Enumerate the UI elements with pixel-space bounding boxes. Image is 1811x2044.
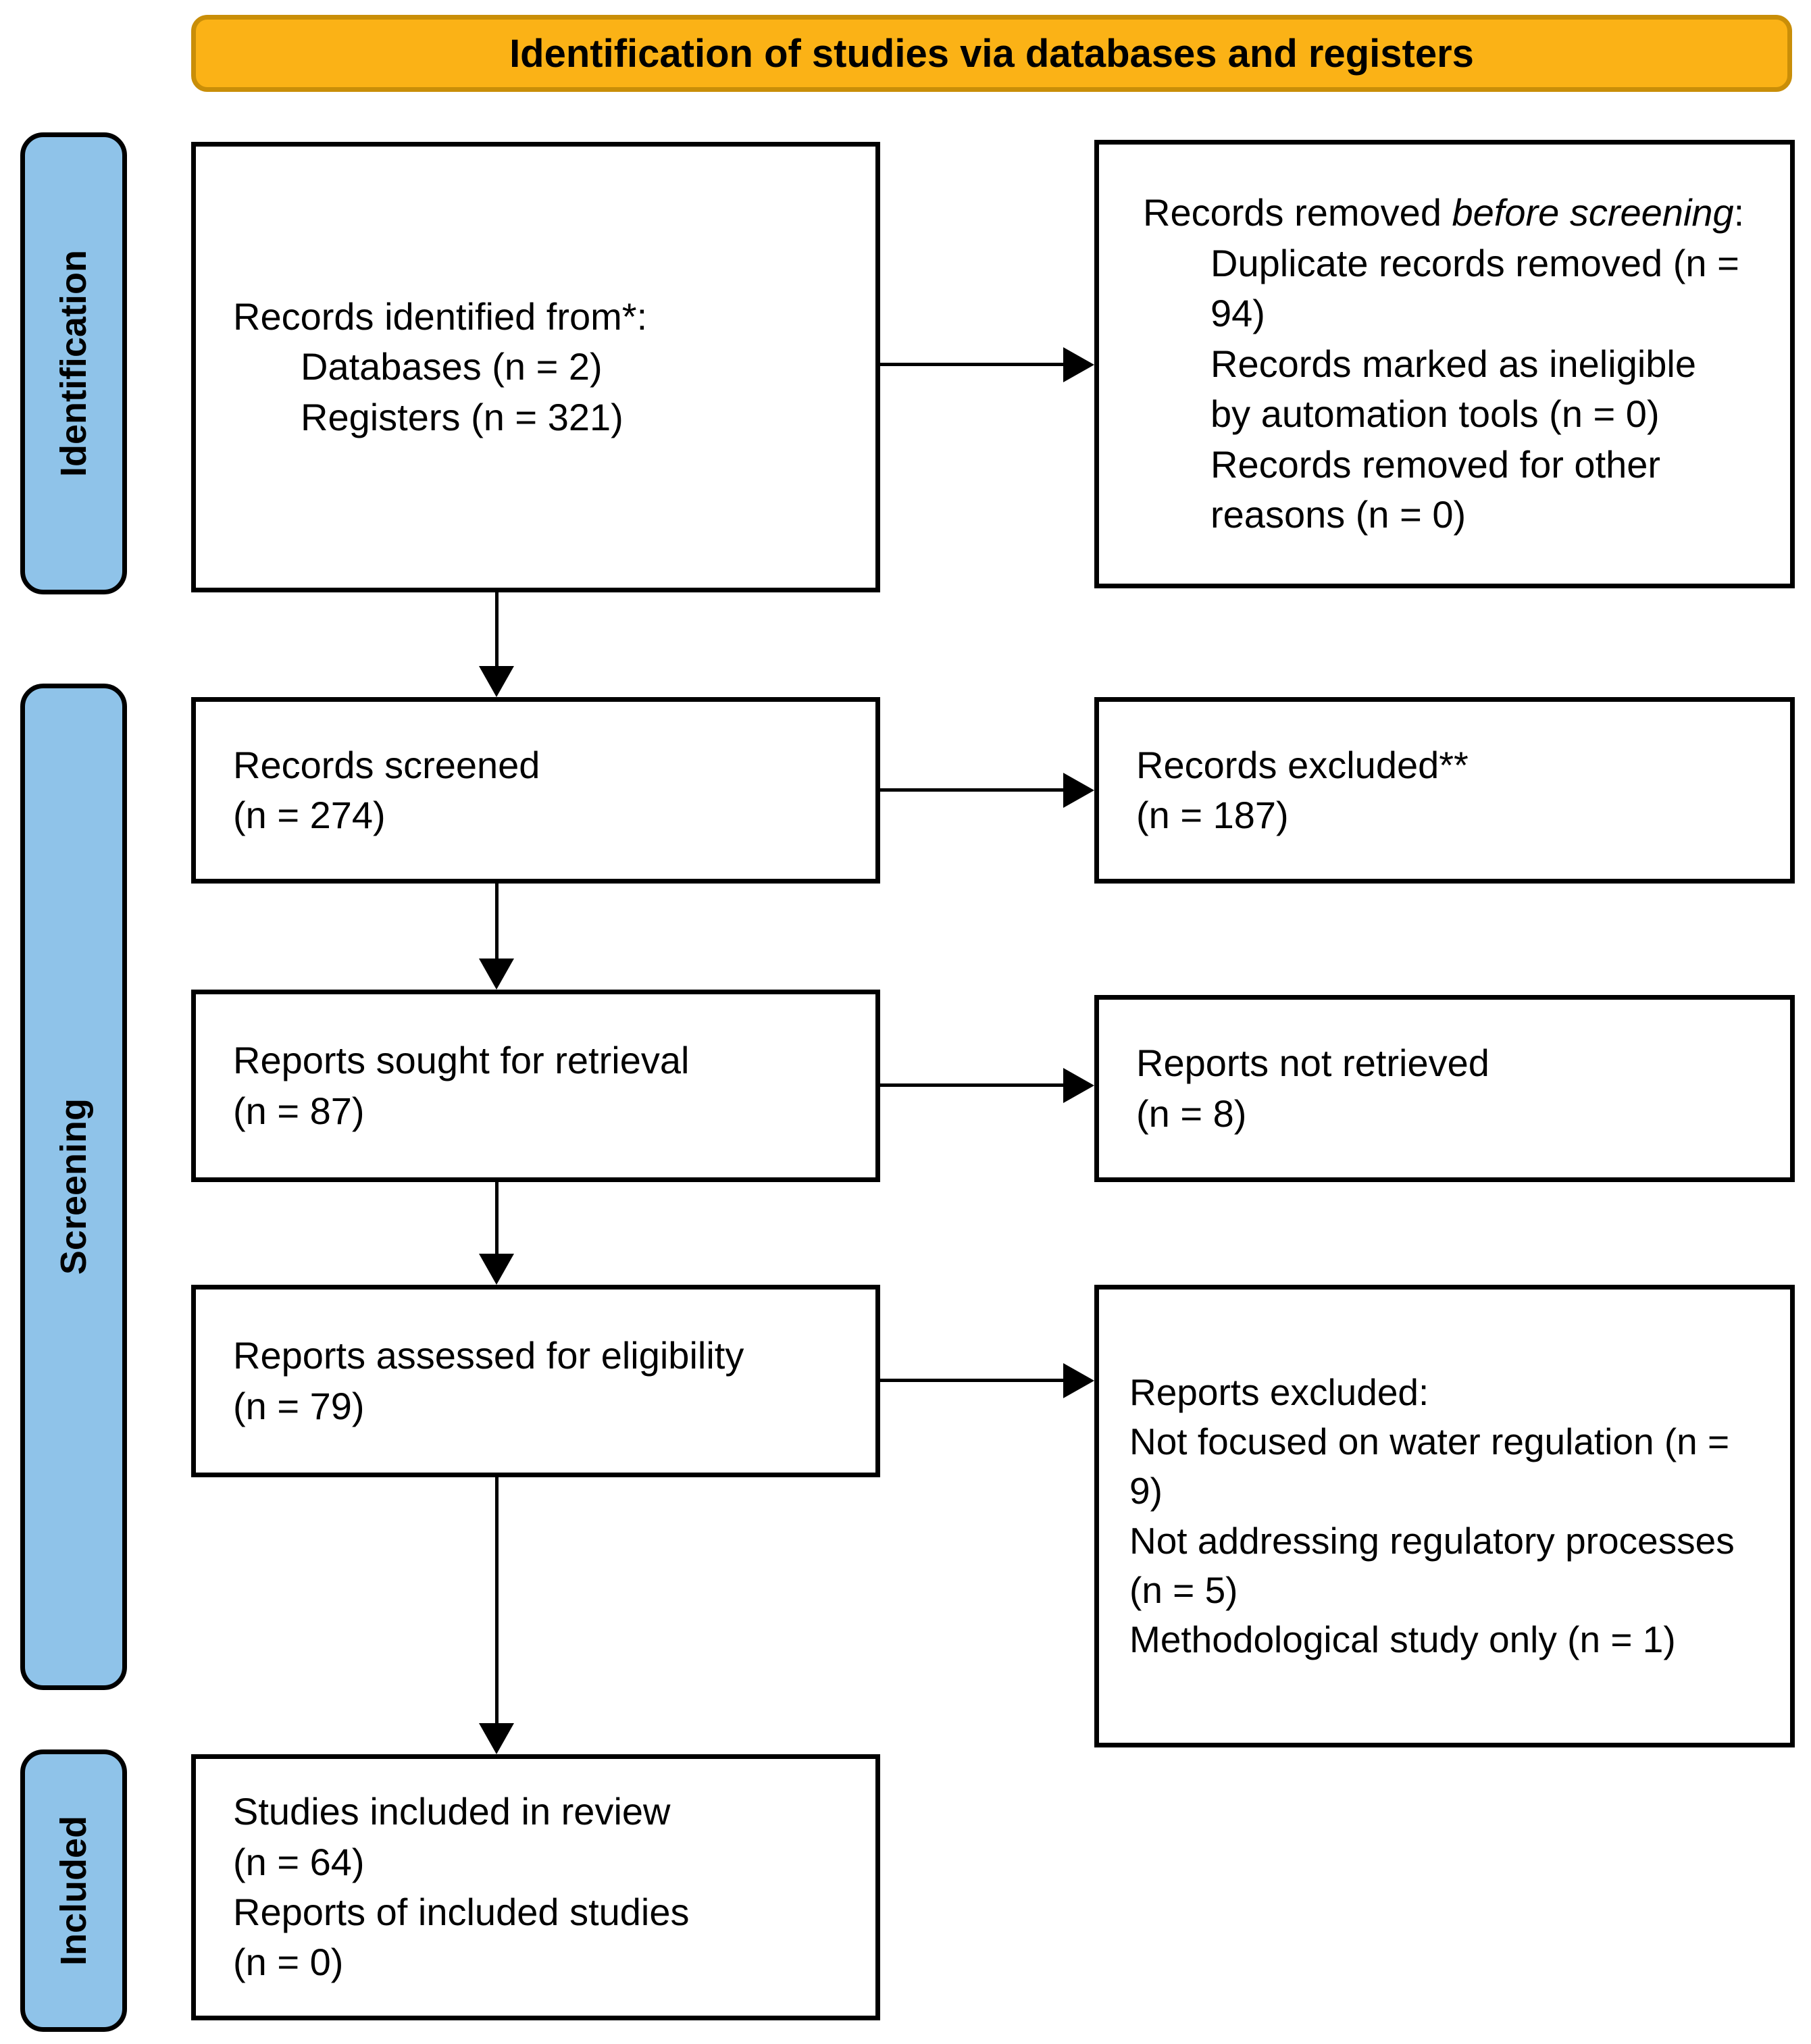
text-line: Databases (n = 2): [301, 345, 603, 388]
text-segment-italic: before screening: [1452, 191, 1734, 234]
arrow-line-sought-to-assessed: [495, 1182, 499, 1256]
box-records-removed-before-screening: [1094, 140, 1795, 588]
text-line: Reports assessed for eligibility: [233, 1334, 744, 1377]
box-records-screened: [191, 697, 880, 884]
stage-label-screening: [20, 684, 127, 1690]
arrow-line-identified-to-screened: [495, 592, 499, 669]
text-line: Methodological study only (n = 1): [1129, 1618, 1676, 1660]
stage-label-included: [20, 1749, 127, 2032]
text-line: Reports of included studies: [233, 1891, 690, 1933]
text-line: Not addressing regulatory processes (n = 5): [1129, 1519, 1735, 1611]
box-records-excluded: [1094, 697, 1795, 884]
diagram-title: Identification of studies via databases and registers: [191, 15, 1792, 92]
text-segment: :: [1733, 191, 1745, 234]
text-line: (n = 274): [233, 794, 386, 836]
text-segment: Records removed: [1143, 191, 1452, 234]
box-reports-excluded: [1094, 1285, 1795, 1747]
text-line: Reports excluded:: [1129, 1371, 1429, 1414]
arrowhead-down-icon: [479, 666, 514, 697]
arrow-line-assessed-to-reports-excluded: [880, 1379, 1066, 1382]
stage-text: Included: [53, 1815, 94, 1966]
stage-text: Identification: [53, 250, 94, 477]
arrowhead-right-icon: [1063, 1068, 1094, 1103]
text-line: Records screened: [233, 743, 540, 786]
text-line: Duplicate records removed (n = 94): [1210, 241, 1739, 335]
text-line: Records marked as ineligible by automation tools (n = 0): [1210, 342, 1697, 436]
text-line: Records identified from*:: [233, 295, 648, 338]
text-line: (n = 87): [233, 1089, 365, 1132]
text-line: Reports sought for retrieval: [233, 1039, 690, 1082]
arrow-line-screened-to-excluded: [880, 788, 1066, 792]
box-reports-not-retrieved: [1094, 995, 1795, 1182]
text-line: Records removed for other reasons (n = 0): [1210, 442, 1661, 536]
text-line: Studies included in review: [233, 1790, 671, 1833]
text-line: [1143, 188, 1746, 238]
box-reports-sought: [191, 990, 880, 1182]
box-studies-included: [191, 1754, 880, 2020]
arrowhead-down-icon: [479, 959, 514, 990]
text-line: Not focused on water regulation (n = 9): [1129, 1421, 1730, 1512]
box-reports-assessed: [191, 1285, 880, 1477]
arrowhead-down-icon: [479, 1254, 514, 1285]
arrowhead-right-icon: [1063, 347, 1094, 382]
text-line: (n = 64): [233, 1840, 365, 1883]
text-line: Reports not retrieved: [1136, 1042, 1489, 1085]
arrow-line-screened-to-sought: [495, 884, 499, 961]
arrowhead-down-icon: [479, 1723, 514, 1754]
text-line: (n = 8): [1136, 1092, 1247, 1135]
arrow-line-identified-to-removed: [880, 363, 1066, 366]
box-records-identified: [191, 142, 880, 592]
text-line: (n = 187): [1136, 794, 1289, 836]
text-line: Registers (n = 321): [301, 395, 623, 438]
stage-text: Screening: [53, 1098, 94, 1275]
arrowhead-right-icon: [1063, 773, 1094, 808]
text-line: Records excluded**: [1136, 743, 1469, 786]
text-line: (n = 0): [233, 1941, 344, 1984]
stage-label-identification: [20, 132, 127, 594]
text-line: (n = 79): [233, 1384, 365, 1427]
arrow-line-assessed-to-included: [495, 1477, 499, 1726]
arrowhead-right-icon: [1063, 1363, 1094, 1398]
arrow-line-sought-to-not-retrieved: [880, 1083, 1066, 1087]
